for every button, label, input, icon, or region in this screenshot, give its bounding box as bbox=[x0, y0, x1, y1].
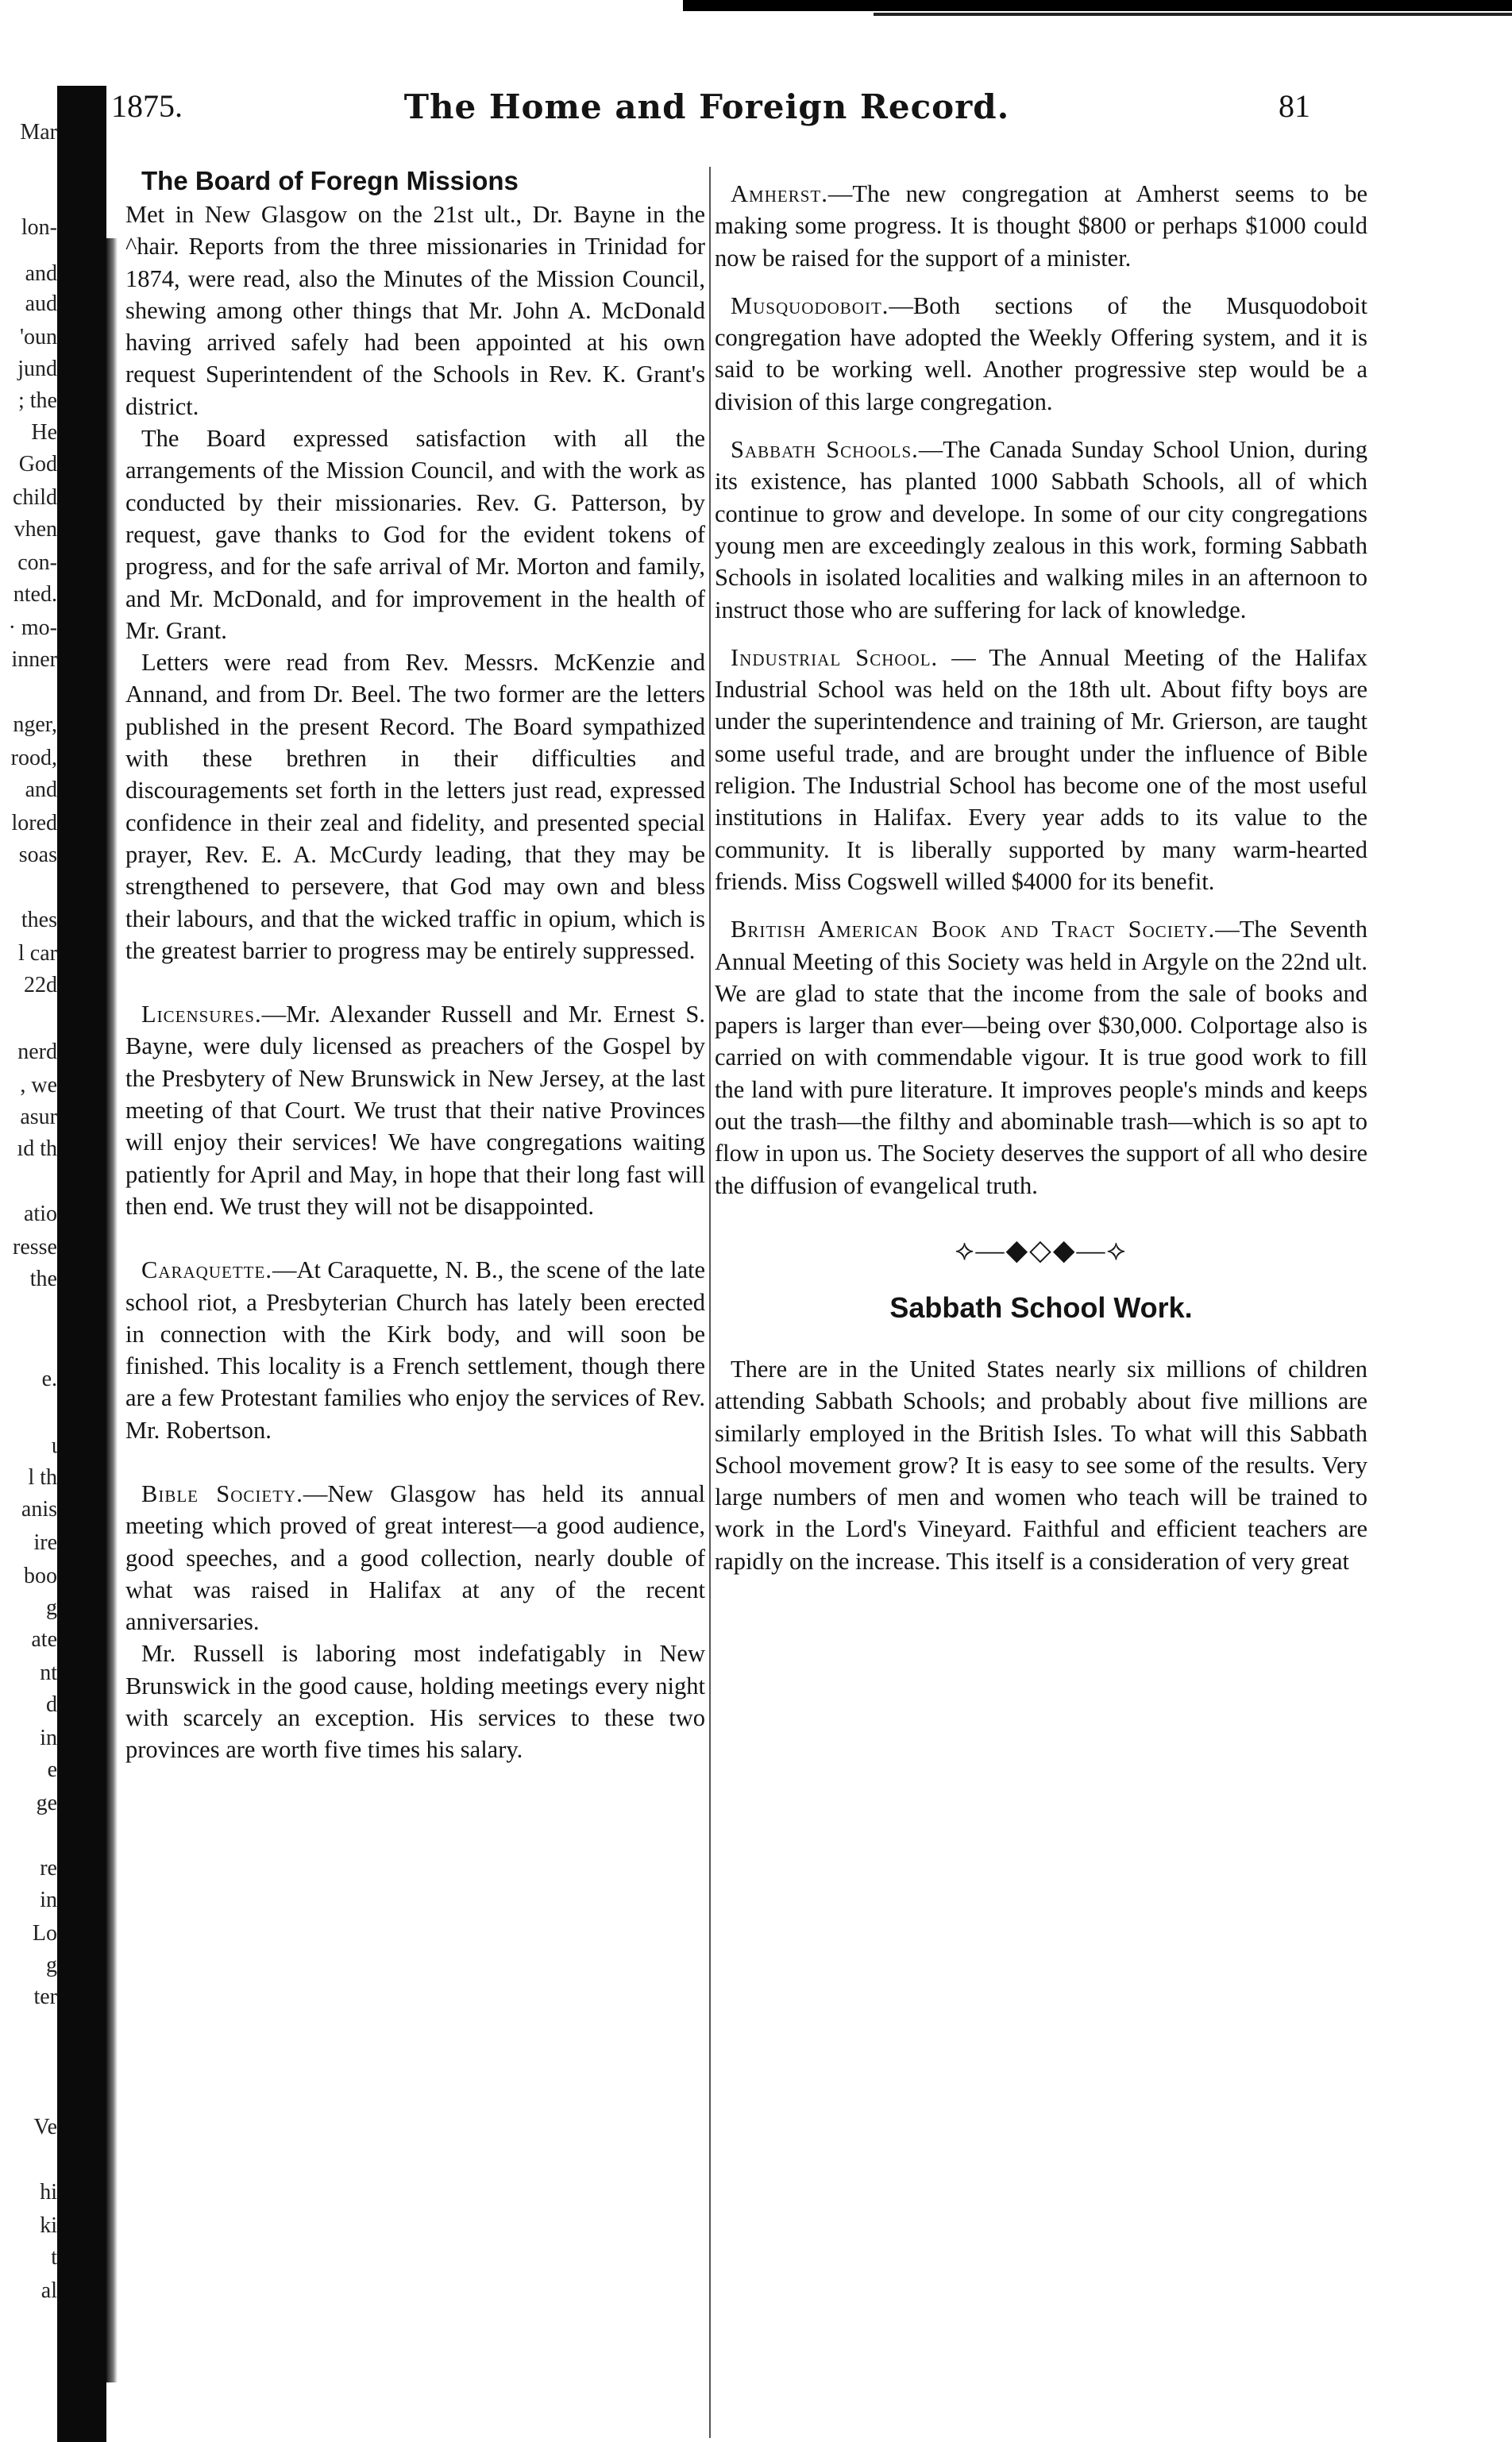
british-american-body: —The Seventh Annual Meeting of this Society was held in Argyle on the 22nd ult. We are glad to state that the income from the sale of books and papers is larger than ever—being over $30,000. Colportage also is carried on with commendable vigour. It is true good work to fill the land with pure literature. It improves people's minds and keeps out the trash—the filthy and abominable trash—which is so apt to flow in upon us. The Society deserves the support of all who desire the diffusion of evangelical truth. bbox=[715, 916, 1368, 1199]
margin-fragment: 'oun bbox=[19, 326, 57, 349]
margin-fragment: boo bbox=[24, 1564, 57, 1588]
margin-fragment: hi bbox=[40, 2181, 57, 2205]
sabbath-school-work-heading: Sabbath School Work. bbox=[889, 1290, 1193, 1324]
left-column bbox=[125, 159, 705, 1766]
spacer bbox=[715, 418, 1367, 434]
margin-fragment: , we bbox=[20, 1074, 57, 1098]
russell-paragraph: Mr. Russell is laboring most indefatigably in New Brunswick in the good cause, holding meetings every night with scarcely an exception. His services to these two provinces are worth five times his salary. bbox=[125, 1640, 705, 1764]
industrial-school-lead: Industrial School. bbox=[731, 643, 939, 671]
sabbath-schools-paragraph bbox=[715, 434, 1367, 626]
margin-fragment: ıd th bbox=[17, 1137, 57, 1161]
spacer bbox=[125, 1222, 705, 1254]
margin-fragment: ge bbox=[36, 1792, 57, 1815]
sabbath-school-work-paragraph: There are in the United States nearly six millions of children attending Sabbath Schools; and probably about five millions are similarly employed in the British Isles. To what will this Sabbath School movement grow? It is easy to see some of the results. Very large numbers of men and women who teach will be trained to work in the Lord's Vineyard. Faithful and efficient teachers are rapidly on the increase. This itself is a consideration of very great bbox=[715, 1355, 1367, 1575]
margin-fragment: e bbox=[47, 1758, 57, 1782]
margin-fragment: · mo- bbox=[8, 616, 57, 640]
bible-society-body: —New Glasgow has held its annual meeting which proved of great interest—a good audience, good speeches, and a good collection, nearly double of what was raised in Halifax at any of the recent anniversaries. bbox=[125, 1479, 705, 1636]
bible-society-lead: Bible Society. bbox=[141, 1479, 303, 1507]
caraquette-lead: Caraquette. bbox=[141, 1256, 272, 1284]
margin-fragment: in bbox=[40, 1726, 57, 1750]
sabbath-schools-lead: Sabbath Schools. bbox=[731, 436, 919, 464]
margin-fragment: ki bbox=[40, 2214, 57, 2238]
spacer bbox=[715, 897, 1367, 913]
margin-fragment: l car bbox=[18, 942, 57, 966]
licensures-body: —Mr. Alexander Russell and Mr. Ernest S. Bayne, were duly licensed as preachers of the Gospel by the Presbytery of New Brunswick in New Jersey, at the last meeting of that Court. We trust that their native Provinces will enjoy their services! We have congregations waiting patiently for April and May, in hope that their long fast will then end. We trust they will not be disappointed. bbox=[125, 1001, 705, 1220]
margin-fragment: nerd bbox=[17, 1040, 57, 1064]
binding-shadow-gradient bbox=[106, 238, 118, 2382]
top-edge-rule-secondary bbox=[874, 13, 1512, 16]
sabbath-schools-body: —The Canada Sunday School Union, during its existence, has planted 1000 Sabbath Schools, all of which continue to grow and develope. In some of our city congregations young men are exceedingly zealous in this work, forming Sabbath Schools in isolated localities and walking miles in an afternoon to instruct those who are suffering for lack of knowledge. bbox=[715, 436, 1367, 623]
margin-fragment: jund bbox=[17, 357, 57, 381]
musquodoboit-paragraph bbox=[715, 290, 1367, 418]
spacer bbox=[715, 626, 1367, 642]
margin-fragment: vhen bbox=[14, 518, 57, 542]
spacer bbox=[125, 1446, 705, 1478]
margin-fragment: ι bbox=[51, 1434, 57, 1458]
margin-fragment: l th bbox=[28, 1466, 57, 1490]
margin-fragment: nger, bbox=[13, 713, 57, 737]
licensures-paragraph bbox=[125, 998, 705, 1222]
musquodoboit-lead: Musquodoboit. bbox=[731, 291, 889, 319]
margin-fragment: Ve bbox=[33, 2116, 57, 2139]
amherst-body: —The new congregation at Amherst seems to be making some progress. It is thought $800 or perhaps $1000 could now be raised for the support of a minister. bbox=[715, 180, 1367, 272]
binding-shadow bbox=[57, 86, 106, 2442]
right-column bbox=[715, 159, 1367, 1577]
british-american-lead: British American Book and Tract Society. bbox=[731, 916, 1216, 943]
margin-fragment: t bbox=[51, 2246, 57, 2270]
margin-fragment: soas bbox=[18, 843, 57, 867]
board-paragraph-2: The Board expressed satisfaction with all the arrangements of the Mission Council, and with the work as conducted by their missionaries. Rev. G. Patterson, by request, gave thanks to God for the evident tokens of progress, and for the safe arrival of Mr. Morton and family, and Mr. McDonald, and for improvement in the health of Mr. Grant. bbox=[125, 425, 705, 644]
amherst-lead: Amherst. bbox=[731, 180, 828, 207]
margin-fragment: e. bbox=[41, 1368, 57, 1391]
industrial-school-paragraph bbox=[715, 642, 1367, 897]
margin-fragment: nt bbox=[40, 1661, 57, 1685]
board-heading: The Board of Foregn Missions bbox=[141, 166, 519, 195]
margin-fragment: inner bbox=[11, 648, 57, 672]
musquodoboit-body: —Both sections of the Musquodoboit congregation have adopted the Weekly Offering system, and it is said to be working well. Another progressive step would be a division of this large congregation. bbox=[715, 291, 1367, 415]
british-american-paragraph bbox=[715, 913, 1367, 1202]
spacer bbox=[125, 966, 705, 998]
industrial-school-body: — The Annual Meeting of the Halifax Industrial School was held on the 18th ult. About fifty boys are under the superintendence and training of Mr. Grierson, are taught some useful trade, and are brought under the influence of Bible religion. The Industrial School has become one of the most useful institutions in Halifax. Every year adds to its value to the community. It is liberally supported by many warm-hearted friends. Miss Cogswell willed $4000 for its benefit. bbox=[715, 643, 1367, 895]
margin-fragment: ter bbox=[33, 1985, 57, 2009]
margin-fragment: resse bbox=[13, 1236, 57, 1260]
margin-fragment: in bbox=[40, 1888, 57, 1912]
caraquette-paragraph bbox=[125, 1254, 705, 1446]
margin-fragment: Mar bbox=[20, 121, 57, 145]
margin-fragment: lored bbox=[11, 812, 57, 835]
board-paragraph-1: Met in New Glasgow on the 21st ult., Dr. Bayne in the ^hair. Reports from the three missionaries in Trinidad for 1874, were read, also the Minutes of the Mission Council, shewing among other things that Mr. John A. McDonald having arrived safely had been appointed at his own request Superintendent of the Schools in Rev. K. Grant's district. bbox=[125, 201, 705, 420]
margin-fragment: Lo bbox=[32, 1922, 57, 1946]
margin-fragment: and bbox=[25, 262, 57, 286]
margin-fragment: ; the bbox=[18, 389, 57, 413]
margin-fragment: lon- bbox=[21, 216, 57, 240]
margin-fragment: con- bbox=[17, 551, 57, 575]
margin-fragment: thes bbox=[21, 909, 57, 932]
margin-fragment: child bbox=[13, 486, 57, 510]
margin-fragment: rood, bbox=[10, 746, 57, 770]
margin-fragment: re bbox=[40, 1857, 57, 1881]
margin-fragment: asur bbox=[20, 1105, 57, 1129]
header-year: 1875. bbox=[111, 88, 183, 124]
amherst-paragraph bbox=[715, 178, 1367, 274]
margin-fragment: g bbox=[46, 1596, 57, 1620]
margin-fragment: nted. bbox=[13, 583, 57, 607]
margin-fragment: al bbox=[40, 2279, 57, 2303]
margin-fragment: He bbox=[31, 421, 57, 445]
margin-fragment: ate bbox=[31, 1628, 57, 1652]
margin-fragment: the bbox=[29, 1267, 57, 1291]
margin-fragment: atio bbox=[24, 1202, 57, 1226]
caraquette-body: —At Caraquette, N. B., the scene of the late school riot, a Presbyterian Church has lately been erected in connection with the Kirk body, and will soon be finished. This locality is a French settlement, though there are a few Protestant families who enjoy the services of Rev. Mr. Robertson. bbox=[125, 1256, 705, 1444]
margin-fragment: 22d bbox=[24, 974, 57, 997]
column-divider bbox=[709, 167, 711, 2438]
margin-fragment: and bbox=[25, 778, 57, 802]
margin-fragment: God bbox=[18, 453, 57, 476]
margin-fragment: g bbox=[46, 1954, 57, 1977]
top-edge-rule bbox=[683, 0, 1512, 11]
header-page-number: 81 bbox=[1279, 88, 1310, 124]
spacer bbox=[715, 274, 1367, 290]
margin-fragment: anis bbox=[21, 1498, 57, 1522]
section-ornament: ⟡—◆◇◆—⟡ bbox=[955, 1233, 1128, 1266]
board-paragraph-3: Letters were read from Rev. Messrs. McKenzie and Annand, and from Dr. Beel. The two former are the letters published in the present Record. The Board sympathized with these brethren in their difficulties and discouragements set forth in the letters just read, expressed confidence in their zeal and fidelity, and presented special prayer, Rev. E. A. McCurdy leading, that they may be strengthened to persevere, that God may own and bless their labours, and that the wicked traffic in opium, which is the greatest barrier to progress may be entirely suppressed. bbox=[125, 649, 705, 964]
margin-fragment: ire bbox=[33, 1531, 57, 1555]
bible-society-paragraph bbox=[125, 1478, 705, 1638]
margin-fragment: d bbox=[46, 1693, 57, 1717]
licensures-lead: Licensures. bbox=[141, 1001, 262, 1028]
header-title: The Home and Foreign Record. bbox=[403, 87, 1010, 126]
margin-fragment: aud bbox=[25, 292, 57, 316]
